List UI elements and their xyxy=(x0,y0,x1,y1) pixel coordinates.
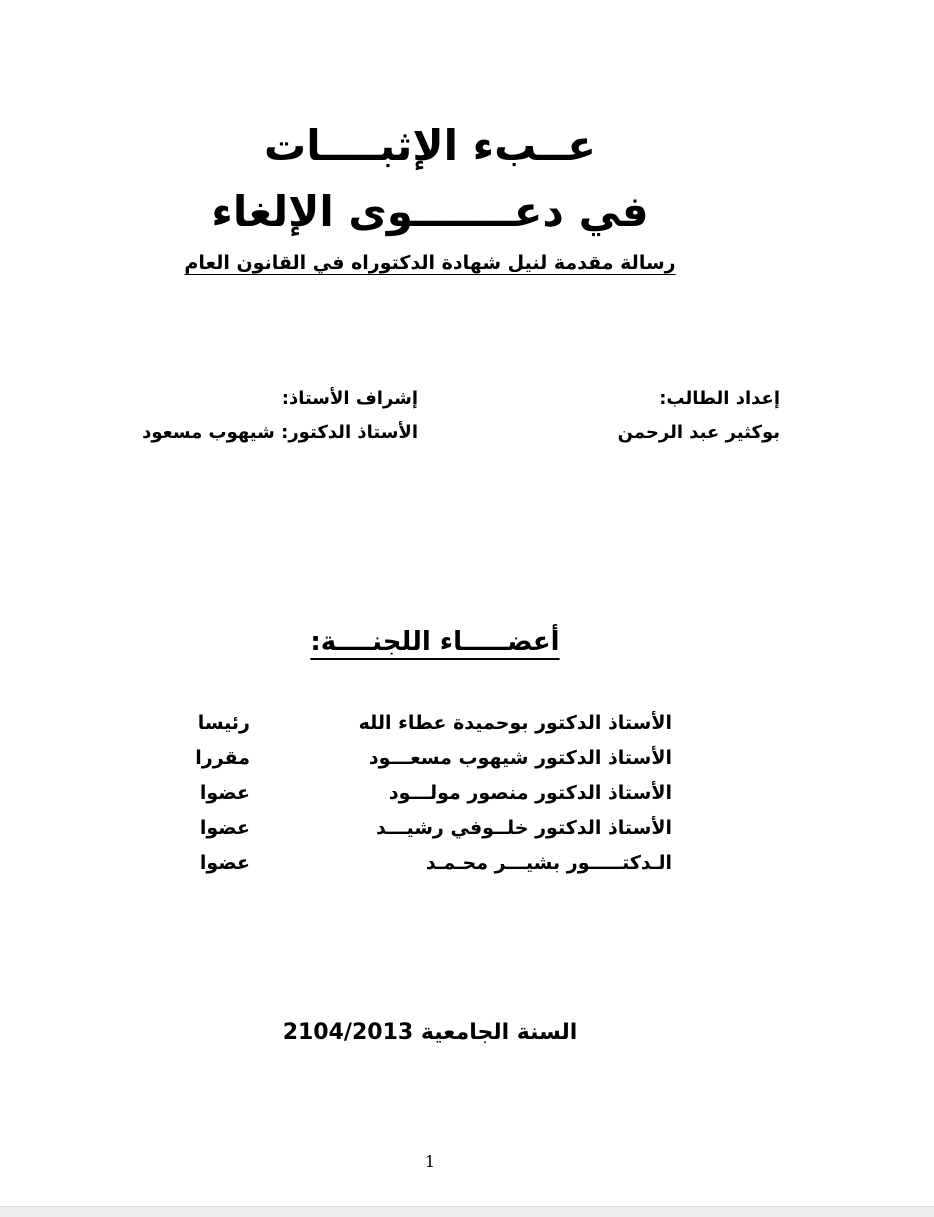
committee-member-name: الـدكتـــــور بشيـــر محـمـد xyxy=(425,852,672,874)
committee-member-name: الأستاذ الدكتور خلــوفي رشيـــد xyxy=(376,817,672,839)
thesis-subtitle xyxy=(160,246,700,280)
committee-member-role: عضوا xyxy=(199,852,250,874)
committee-heading xyxy=(180,622,690,662)
viewer-top-edge xyxy=(0,0,934,14)
academic-year: السنة الجامعية 2104/2013 xyxy=(282,1020,578,1045)
thesis-title-line-2: في دعـــــــوى الإلغاء xyxy=(211,187,649,236)
committee-heading-text: أعضـــــاء اللجنــــة: xyxy=(310,627,560,657)
committee-member-role: مقررا xyxy=(195,747,250,769)
supervisor-label: إشراف الأستاذ: xyxy=(281,388,418,409)
thesis-subtitle-text: رسالة مقدمة لنيل شهادة الدكتوراه في القانون العام xyxy=(184,252,676,274)
student-name: بوكثير عبد الرحمن xyxy=(617,422,780,443)
supervisor-name: الأستاذ الدكتور: شيهوب مسعود xyxy=(142,422,418,443)
viewer-bottom-edge xyxy=(0,1206,934,1217)
committee-member-name: الأستاذ الدكتور منصور مولـــود xyxy=(388,782,672,804)
committee-member-role: عضوا xyxy=(199,817,250,839)
committee-member-name: الأستاذ الدكتور شيهوب مسعـــود xyxy=(368,747,672,769)
committee-member-role: رئيسا xyxy=(197,712,250,734)
prepared-by-label: إعداد الطالب: xyxy=(659,388,780,409)
committee-member-role: عضوا xyxy=(199,782,250,804)
thesis-title-line-1: عــبء الإثبــــات xyxy=(264,121,596,170)
page-number: 1 xyxy=(424,1152,436,1171)
committee-member-name: الأستاذ الدكتور بوحميدة عطاء الله xyxy=(358,712,672,734)
